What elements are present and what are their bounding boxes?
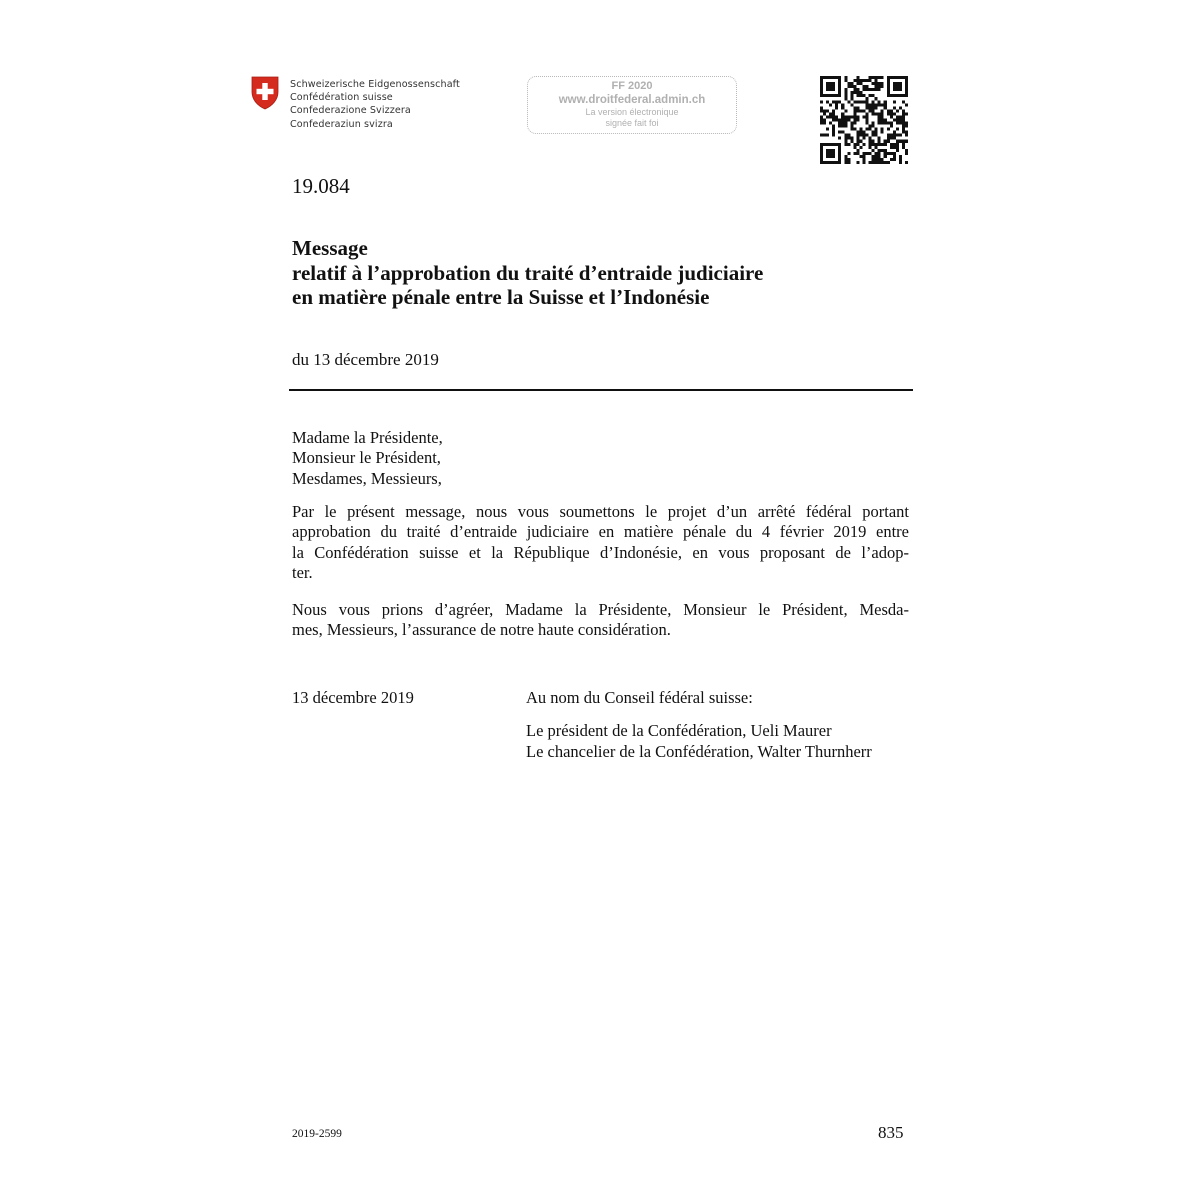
signature-council: Au nom du Conseil fédéral suisse: <box>526 688 753 707</box>
paragraph-line: mes, Messieurs, l’assurance de notre haute considération. <box>292 620 671 640</box>
stamp-site-link[interactable]: www.droitfederal.admin.ch <box>558 94 706 106</box>
paragraph-line: la Confédération suisse et la République d’Indonésie, en vous proposant de l’adop- <box>292 542 909 562</box>
divider <box>289 389 913 391</box>
federation-name-rm: Confederaziun svizra <box>290 118 393 130</box>
stamp-note-line2: signée fait foi <box>605 118 659 128</box>
electronic-version-stamp <box>527 76 737 134</box>
document-number: 19.084 <box>292 174 350 198</box>
footer-reference: 2019-2599 <box>292 1128 342 1140</box>
salutation-line: Mesdames, Messieurs, <box>292 468 442 488</box>
salutation <box>292 428 443 489</box>
federation-name-de: Schweizerische Eidgenossenschaft <box>290 79 460 90</box>
qr-code-icon <box>820 76 908 164</box>
signature-date: 13 décembre 2019 <box>292 688 414 707</box>
federation-names <box>290 78 460 131</box>
federation-name-it: Confederazione Svizzera <box>290 105 411 117</box>
paragraph-line: approbation du traité d’entraide judiciaire en matière pénale du 4 février 2019 entre <box>292 522 909 542</box>
title-line: Message <box>292 236 368 260</box>
federation-name-fr: Confédération suisse <box>290 92 393 104</box>
paragraph-line: Par le présent message, nous vous soumettons le projet d’un arrêté fédéral portant <box>292 502 909 521</box>
page-number: 835 <box>878 1123 904 1142</box>
title-line: en matière pénale entre la Suisse et l’Indonésie <box>292 285 710 309</box>
paragraph-line: ter. <box>292 562 313 582</box>
signatory-president: Le président de la Confédération, Ueli Maurer <box>526 721 832 740</box>
paragraph-closing <box>292 600 909 641</box>
salutation-line: Monsieur le Président, <box>292 448 441 468</box>
document-title <box>292 236 763 310</box>
swiss-cross-shield-icon <box>251 76 279 110</box>
title-line: relatif à l’approbation du traité d’entraide judiciaire <box>292 260 764 285</box>
paragraph-line: Nous vous prions d’agréer, Madame la Présidente, Monsieur le Président, Mesda- <box>292 600 909 619</box>
signatory-chancellor: Le chancelier de la Confédération, Walter Thurnherr <box>526 742 872 761</box>
stamp-note-line1: La version électronique <box>585 107 679 117</box>
stamp-reference: FF 2020 <box>611 80 653 92</box>
salutation-line: Madame la Présidente, <box>292 428 443 447</box>
signatories <box>526 720 872 762</box>
message-date: du 13 décembre 2019 <box>292 350 439 369</box>
paragraph-proposal <box>292 502 909 583</box>
